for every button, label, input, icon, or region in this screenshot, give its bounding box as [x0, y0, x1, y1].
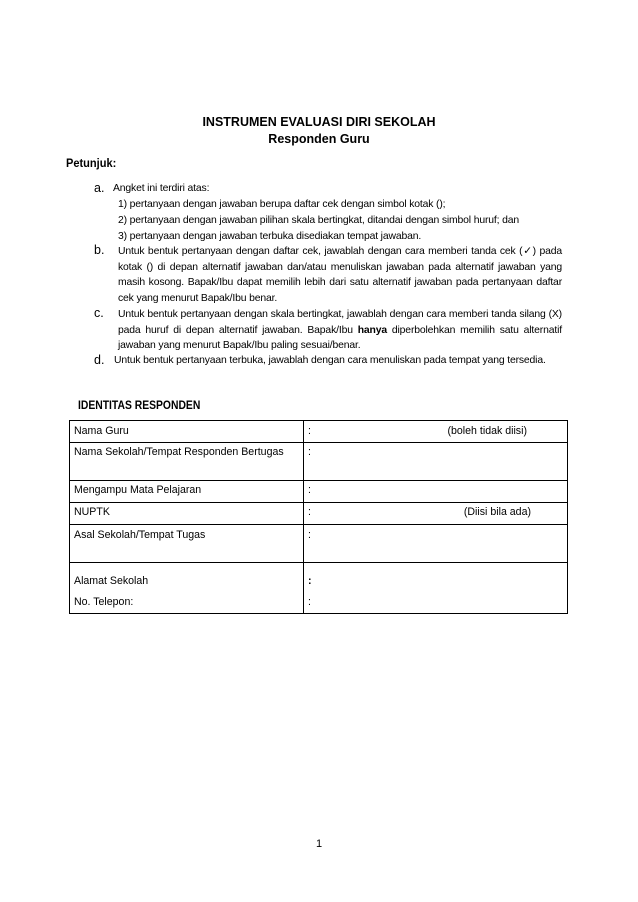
table-row [70, 421, 568, 443]
instruction-b-text: Untuk bentuk pertanyaan dengan daftar cek, jawablah dengan cara memberi tanda cek (✓) pada kotak () di depan alternatif jawaban dan/atau menuliskan jawaban pada alternatif jawaban yang masih kosong. Bapak/Ibu dapat memilih lebih dari satu alternatif jawaban pada pertanyaan daftar cek yang menurut Bapak/Ibu benar. [118, 246, 562, 305]
field-note-nama-guru: (boleh tidak diisi) [447, 425, 527, 437]
field-label-mata-pelajaran: Mengampu Mata Pelajaran [70, 481, 304, 503]
field-colon: : [308, 446, 311, 458]
table-row [70, 525, 568, 563]
instruction-a-sub-1: 1) pertanyaan dengan jawaban berupa daftar cek dengan simbol kotak (); [118, 199, 446, 210]
document-subtitle: Responden Guru [268, 132, 370, 146]
field-colon: : [308, 529, 311, 541]
field-value-nama-guru[interactable] [304, 421, 568, 443]
field-label-nuptk: NUPTK [70, 503, 304, 525]
respondent-identity-table [69, 420, 568, 614]
field-value-asal-sekolah[interactable] [304, 525, 568, 563]
instruction-c-text [118, 307, 562, 354]
field-colon: : [308, 425, 311, 437]
field-colon: : [308, 484, 311, 496]
field-label-no-telepon: No. Telepon: [74, 596, 134, 608]
instructions-label: Petunjuk: [66, 156, 117, 170]
field-label-nama-guru: Nama Guru [70, 421, 304, 443]
table-row [70, 563, 568, 614]
instruction-a-lead: Angket ini terdiri atas: [113, 183, 210, 194]
instruction-c-text-part1: Untuk bentuk pertanyaan dengan skala bertingkat, jawablah dengan cara memberi tanda silang (X) pada huruf di depan alternatif jawaban. Bapak/Ibu [118, 309, 562, 336]
field-value-mata-pelajaran[interactable] [304, 481, 568, 503]
field-value-nuptk[interactable] [304, 503, 568, 525]
document-title: INSTRUMEN EVALUASI DIRI SEKOLAH [202, 115, 436, 129]
instruction-marker-c: c. [94, 306, 104, 320]
field-value-alamat-telepon[interactable] [304, 563, 568, 614]
field-note-nuptk: (Diisi bila ada) [463, 506, 531, 518]
instruction-a-sub-3: 3) pertanyaan dengan jawaban terbuka disediakan tempat jawaban. [118, 231, 422, 242]
table-row [70, 443, 568, 481]
field-colon: : [308, 506, 311, 518]
field-label-alamat-telepon [70, 563, 304, 614]
instruction-marker-a: a. [94, 181, 105, 195]
field-colon-alamat: : [308, 575, 312, 587]
table-row [70, 503, 568, 525]
instruction-d-text: Untuk bentuk pertanyaan terbuka, jawablah dengan cara menuliskan pada tempat yang tersedia. [114, 355, 546, 366]
instruction-a-sub-2: 2) pertanyaan dengan jawaban pilihan skala bertingkat, ditandai dengan simbol huruf; dan [118, 215, 519, 226]
instruction-c-bold-word: hanya [357, 324, 388, 336]
field-label-nama-sekolah: Nama Sekolah/Tempat Responden Bertugas [70, 443, 304, 481]
field-label-alamat-sekolah: Alamat Sekolah [74, 575, 149, 587]
table-row [70, 481, 568, 503]
field-value-nama-sekolah[interactable] [304, 443, 568, 481]
instruction-marker-d: d. [94, 353, 105, 367]
instruction-marker-b: b. [94, 243, 105, 257]
page-number: 1 [315, 838, 323, 850]
respondent-identity-heading: IDENTITAS RESPONDEN [78, 400, 201, 412]
instruction-c-text-part2: diperbolehkan memilih satu alternatif jawaban yang menurut Bapak/Ibu paling sesuai/benar. [118, 324, 562, 352]
field-label-asal-sekolah: Asal Sekolah/Tempat Tugas [70, 525, 304, 563]
field-colon-telepon: : [308, 596, 311, 608]
